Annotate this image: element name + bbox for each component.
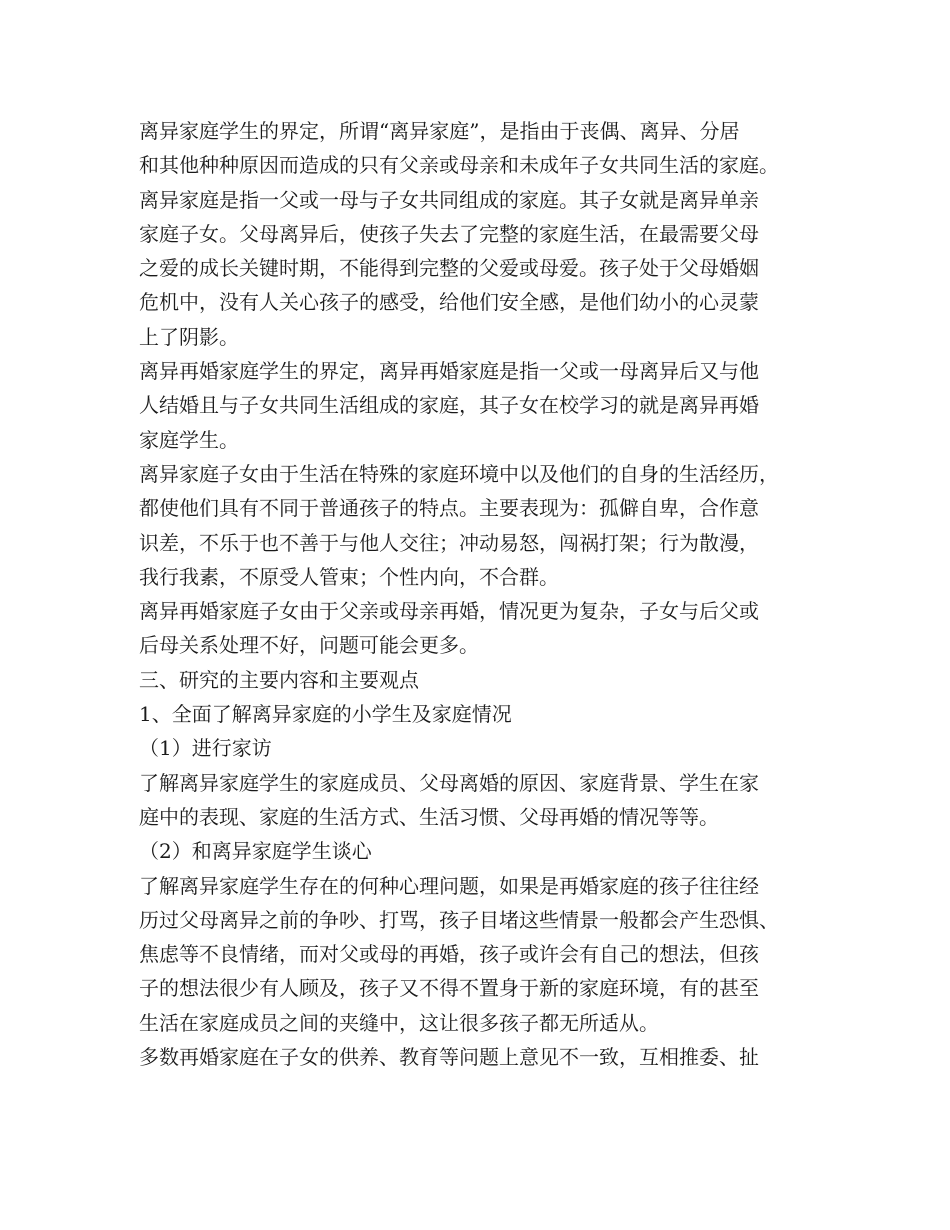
text-line: 庭中的表现、家庭的生活方式、生活习惯、父母再婚的情况等等。 — [139, 804, 719, 829]
subsection-heading: 1、全面了解离异家庭的小学生及家庭情况 — [139, 702, 512, 727]
text-line: 都使他们具有不同于普通孩子的特点。主要表现为：孤僻自卑，合作意 — [139, 496, 759, 521]
text-line: 焦虑等不良情绪，而对父或母的再婚，孩子或许会有自己的想法，但孩 — [139, 942, 759, 967]
text-line: 了解离异家庭学生存在的何种心理问题，如果是再婚家庭的孩子往往经 — [139, 873, 759, 898]
text-line: 家庭子女。父母离异后，使孩子失去了完整的家庭生活，在最需要父母 — [139, 221, 759, 246]
text-line: 上了阴影。 — [139, 324, 239, 349]
text-line: 和其他种种原因而造成的只有父亲或母亲和未成年子女共同生活的家庭。 — [139, 153, 779, 178]
text-line: 后母关系处理不好，问题可能会更多。 — [139, 633, 479, 658]
text-line: 离异家庭学生的界定，所谓“离异家庭”，是指由于丧偶、离异、分居 — [139, 119, 740, 143]
text-line: 人结婚且与子女共同生活组成的家庭，其子女在校学习的就是离异再婚 — [139, 393, 759, 418]
text-line: 生活在家庭成员之间的夹缝中，这让很多孩子都无所适从。 — [139, 1010, 659, 1035]
text-line: 历过父母离异之前的争吵、打骂，孩子目堵这些情景一般都会产生恐惧、 — [139, 907, 779, 932]
text-line: 危机中，没有人关心孩子的感受，给他们安全感，是他们幼小的心灵蒙 — [139, 290, 759, 315]
text-line: 离异再婚家庭子女由于父亲或母亲再婚，情况更为复杂，子女与后父或 — [139, 599, 759, 624]
text-line: 离异家庭子女由于生活在特殊的家庭环境中以及他们的自身的生活经历， — [139, 461, 779, 486]
text-line: 家庭学生。 — [139, 427, 239, 452]
text-line: 离异再婚家庭学生的界定，离异再婚家庭是指一父或一母离异后又与他 — [139, 359, 759, 384]
section-heading: 三、研究的主要内容和主要观点 — [139, 667, 419, 692]
item-heading: （2）和离异家庭学生谈心 — [139, 839, 372, 864]
text-line: 了解离异家庭学生的家庭成员、父母离婚的原因、家庭背景、学生在家 — [139, 770, 759, 795]
item-heading: （1）进行家访 — [139, 736, 272, 761]
text-line: 之爱的成长关键时期，不能得到完整的父爱或母爱。孩子处于父母婚姻 — [139, 256, 759, 281]
document-body — [139, 114, 829, 1074]
text-line: 离异家庭是指一父或一母与子女共同组成的家庭。其子女就是离异单亲 — [139, 187, 759, 212]
text-line: 子的想法很少有人顾及，孩子又不得不置身于新的家庭环境，有的甚至 — [139, 976, 759, 1001]
text-line: 识差，不乐于也不善于与他人交往；冲动易怒，闯祸打架；行为散漫， — [139, 530, 759, 555]
text-line: 多数再婚家庭在子女的供养、教育等问题上意见不一致，互相推委、扯 — [139, 1045, 759, 1070]
text-line: 我行我素，不原受人管束；个性内向，不合群。 — [139, 564, 559, 589]
